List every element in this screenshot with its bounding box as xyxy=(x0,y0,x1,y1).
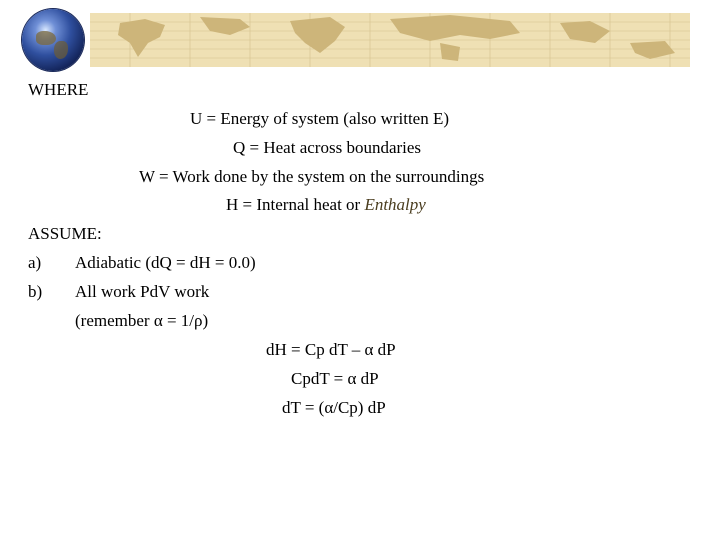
assumption-text-b: All work PdV work xyxy=(75,282,210,301)
equation-3: dT = (α/Cp) dP xyxy=(282,398,386,417)
assumption-text-a: Adiabatic (dQ = dH = 0.0) xyxy=(75,253,256,272)
map-graphic xyxy=(90,13,690,67)
assume-heading: ASSUME: xyxy=(28,224,102,243)
assumption-marker-a: a) xyxy=(28,253,42,272)
definition-w: W = Work done by the system on the surroundings xyxy=(139,167,485,186)
definition-h xyxy=(226,195,426,215)
remember-note: (remember α = 1/ρ) xyxy=(75,311,209,330)
definition-u: U = Energy of system (also written E) xyxy=(190,109,450,128)
equation-1: dH = Cp dT – α dP xyxy=(266,340,396,359)
definition-h-text: H = Internal heat or xyxy=(226,195,365,214)
enthalpy-term: Enthalpy xyxy=(364,195,426,214)
assumption-marker-b: b) xyxy=(28,282,43,301)
where-heading: WHERE xyxy=(28,80,89,99)
world-map-banner xyxy=(90,13,690,67)
equation-2: CpdT = α dP xyxy=(291,369,379,388)
definition-q: Q = Heat across boundaries xyxy=(233,138,422,157)
globe-icon xyxy=(22,9,84,71)
